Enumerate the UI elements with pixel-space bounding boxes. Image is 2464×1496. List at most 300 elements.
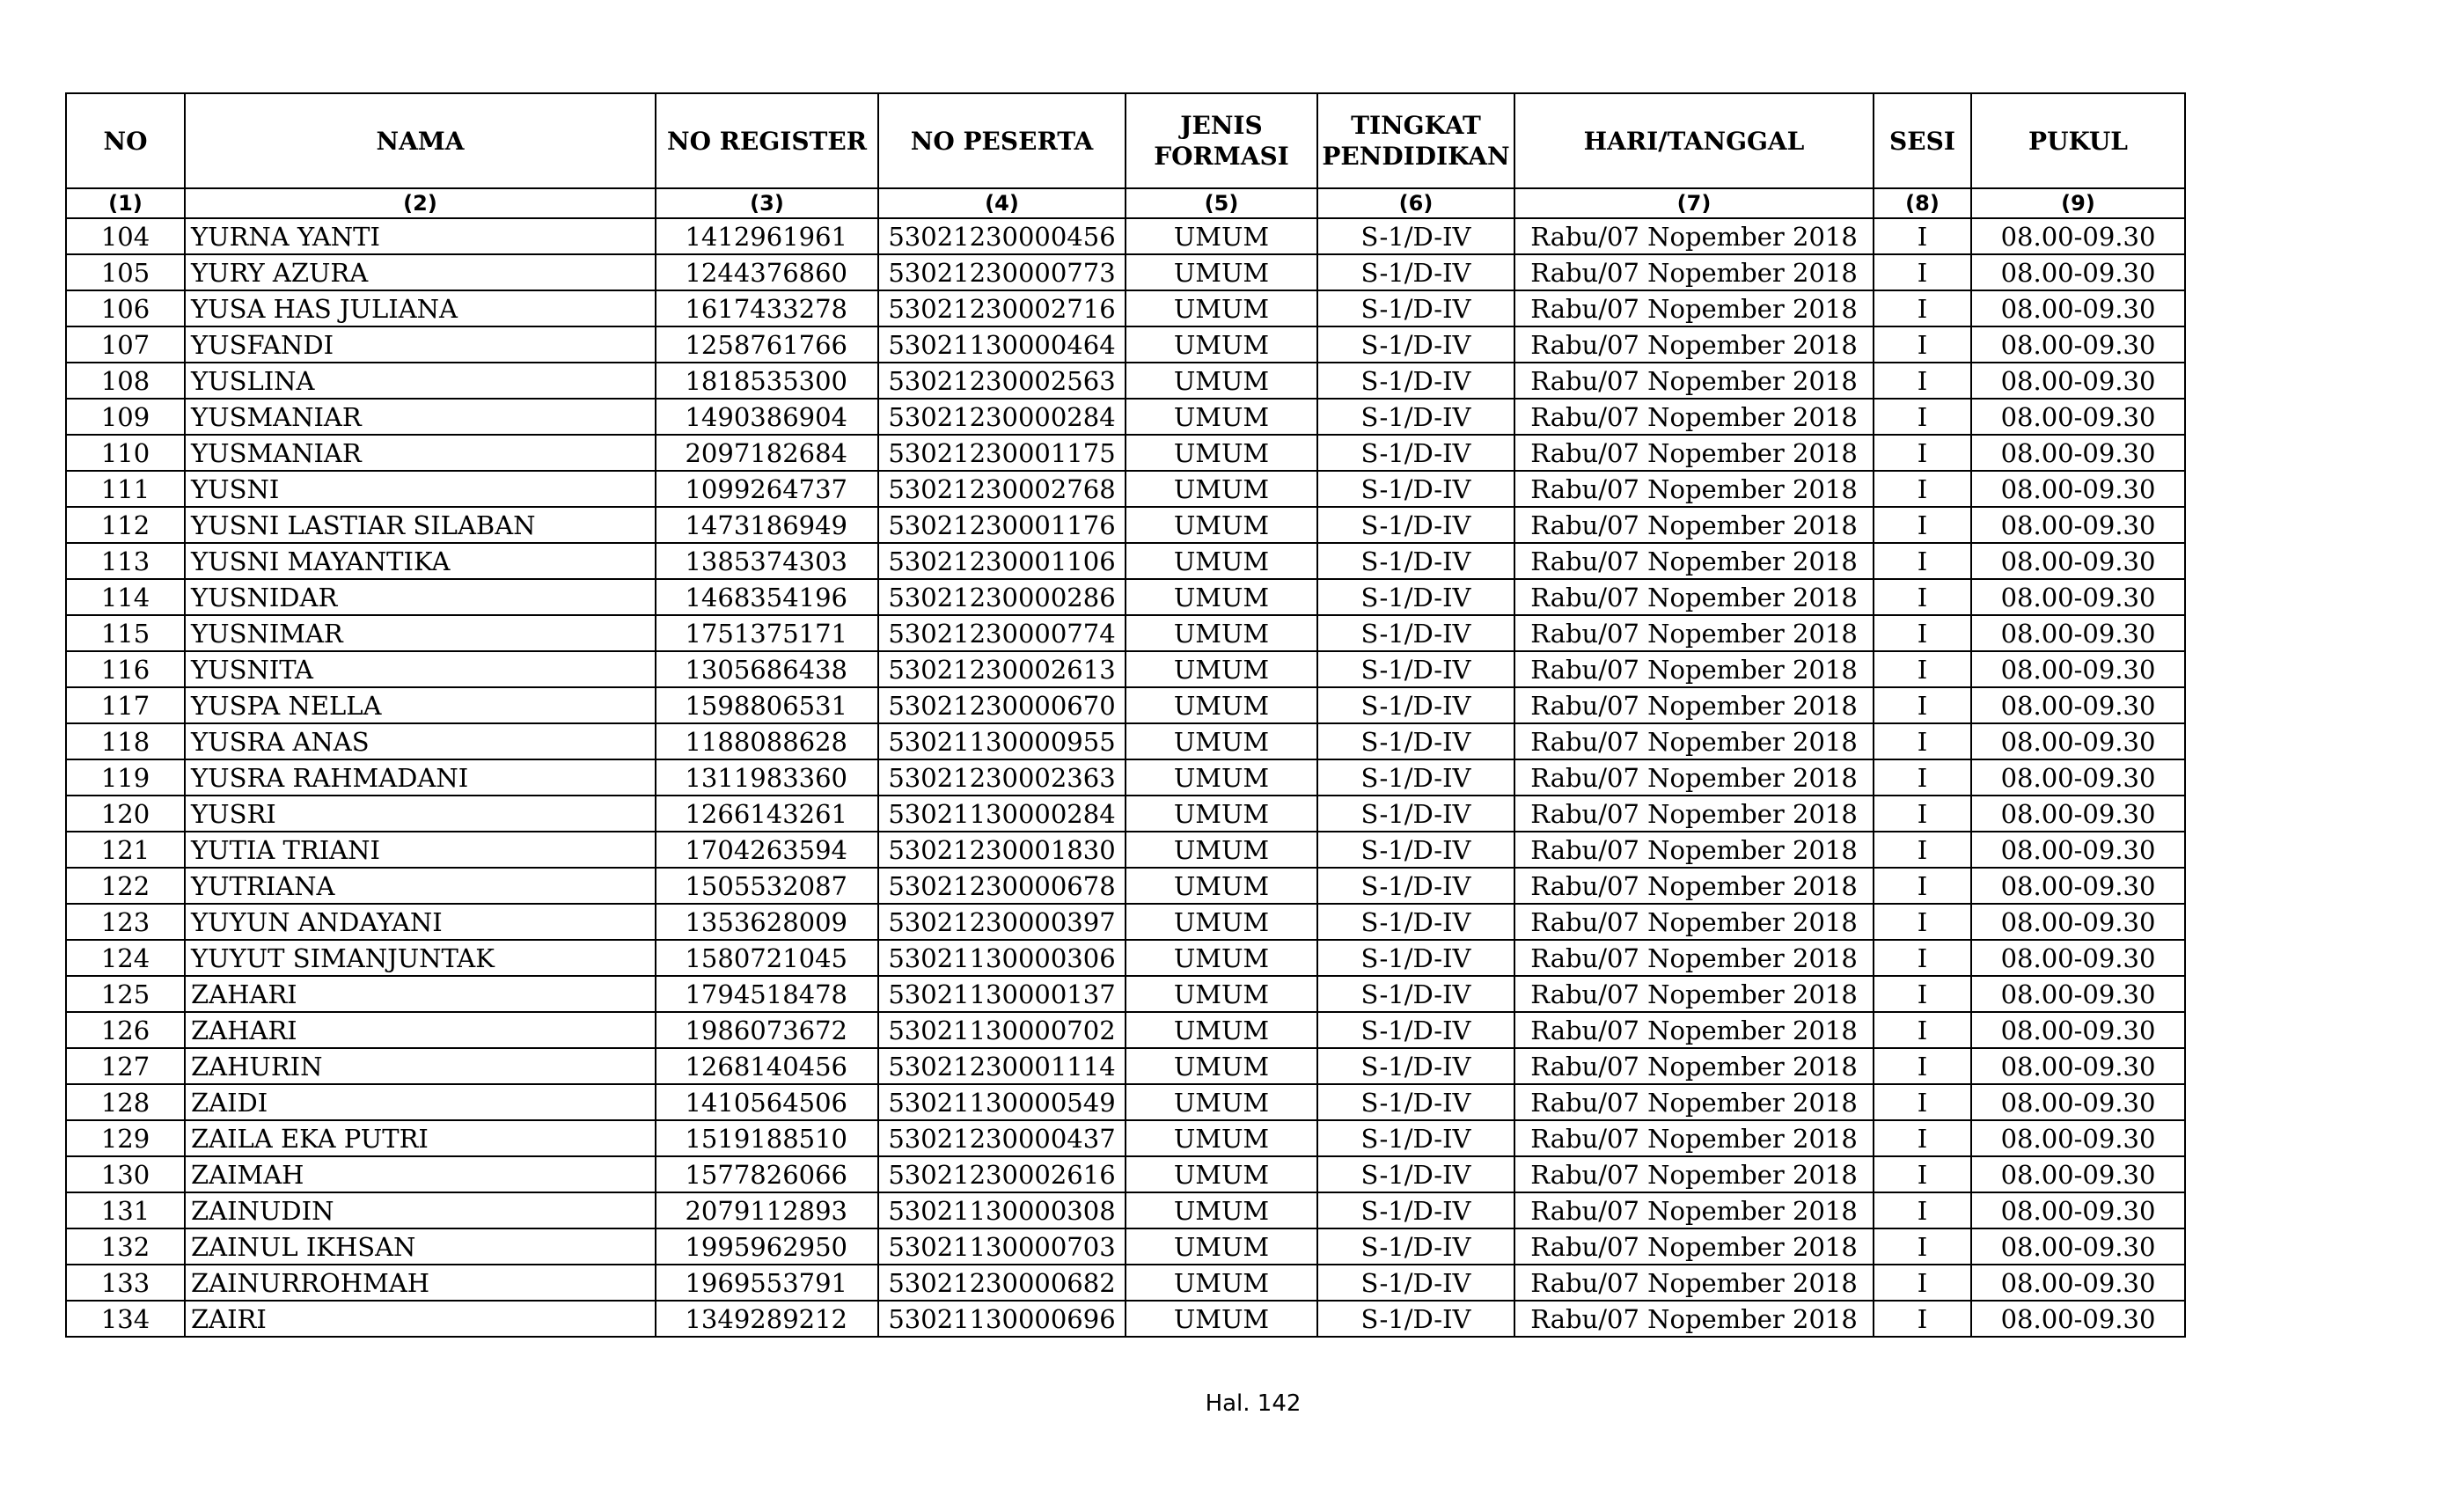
- cell-no-peserta: 53021130000306: [878, 940, 1126, 976]
- cell-tingkat-pendidikan: S-1/D-IV: [1317, 1120, 1514, 1156]
- cell-no-peserta: 53021230001175: [878, 435, 1126, 471]
- cell-pukul: 08.00-09.30: [1971, 940, 2185, 976]
- cell-tingkat-pendidikan: S-1/D-IV: [1317, 940, 1514, 976]
- cell-pukul: 08.00-09.30: [1971, 723, 2185, 759]
- cell-no: 114: [66, 579, 185, 615]
- cell-tingkat-pendidikan: S-1/D-IV: [1317, 218, 1514, 254]
- cell-no-peserta: 53021230000437: [878, 1120, 1126, 1156]
- cell-pukul: 08.00-09.30: [1971, 326, 2185, 363]
- column-number: (5): [1126, 188, 1317, 218]
- cell-hari-tanggal: Rabu/07 Nopember 2018: [1514, 218, 1874, 254]
- cell-no-register: 1258761766: [656, 326, 878, 363]
- cell-nama: YURNA YANTI: [185, 218, 656, 254]
- cell-hari-tanggal: Rabu/07 Nopember 2018: [1514, 1012, 1874, 1048]
- table-row: [66, 904, 2185, 940]
- column-number: (9): [1971, 188, 2185, 218]
- cell-no-peserta: 53021230000678: [878, 868, 1126, 904]
- cell-jenis-formasi: UMUM: [1126, 1048, 1317, 1084]
- cell-sesi: I: [1874, 723, 1971, 759]
- cell-sesi: I: [1874, 651, 1971, 687]
- cell-hari-tanggal: Rabu/07 Nopember 2018: [1514, 471, 1874, 507]
- cell-pukul: 08.00-09.30: [1971, 1265, 2185, 1301]
- cell-jenis-formasi: UMUM: [1126, 471, 1317, 507]
- cell-sesi: I: [1874, 687, 1971, 723]
- cell-no-register: 1188088628: [656, 723, 878, 759]
- cell-no-peserta: 53021130000308: [878, 1192, 1126, 1228]
- cell-sesi: I: [1874, 290, 1971, 326]
- cell-nama: YUSFANDI: [185, 326, 656, 363]
- cell-hari-tanggal: Rabu/07 Nopember 2018: [1514, 868, 1874, 904]
- cell-no-register: 2097182684: [656, 435, 878, 471]
- cell-no-register: 1818535300: [656, 363, 878, 399]
- cell-pukul: 08.00-09.30: [1971, 651, 2185, 687]
- cell-nama: YUSA HAS JULIANA: [185, 290, 656, 326]
- cell-no: 113: [66, 543, 185, 579]
- table-row: [66, 471, 2185, 507]
- cell-pukul: 08.00-09.30: [1971, 254, 2185, 290]
- cell-tingkat-pendidikan: S-1/D-IV: [1317, 1228, 1514, 1265]
- cell-no-register: 1751375171: [656, 615, 878, 651]
- cell-hari-tanggal: Rabu/07 Nopember 2018: [1514, 435, 1874, 471]
- cell-no-register: 1995962950: [656, 1228, 878, 1265]
- cell-pukul: 08.00-09.30: [1971, 1048, 2185, 1084]
- cell-no-register: 1598806531: [656, 687, 878, 723]
- cell-no-register: 1266143261: [656, 796, 878, 832]
- cell-no-peserta: 53021130000464: [878, 326, 1126, 363]
- cell-nama: YUSMANIAR: [185, 435, 656, 471]
- cell-no-peserta: 53021230002613: [878, 651, 1126, 687]
- table-row: [66, 254, 2185, 290]
- cell-pukul: 08.00-09.30: [1971, 796, 2185, 832]
- table-body: [66, 218, 2185, 1337]
- cell-no: 115: [66, 615, 185, 651]
- table-row: [66, 832, 2185, 868]
- cell-tingkat-pendidikan: S-1/D-IV: [1317, 1301, 1514, 1337]
- table-row: [66, 723, 2185, 759]
- cell-no: 104: [66, 218, 185, 254]
- cell-no-register: 1580721045: [656, 940, 878, 976]
- table-row: [66, 1084, 2185, 1120]
- column-number: (8): [1874, 188, 1971, 218]
- cell-no: 119: [66, 759, 185, 796]
- cell-hari-tanggal: Rabu/07 Nopember 2018: [1514, 1156, 1874, 1192]
- cell-sesi: I: [1874, 1192, 1971, 1228]
- cell-pukul: 08.00-09.30: [1971, 218, 2185, 254]
- cell-tingkat-pendidikan: S-1/D-IV: [1317, 1048, 1514, 1084]
- cell-no-peserta: 53021230000774: [878, 615, 1126, 651]
- table-row: [66, 1228, 2185, 1265]
- column-number-row: [66, 188, 2185, 218]
- cell-no: 107: [66, 326, 185, 363]
- cell-no-register: 1969553791: [656, 1265, 878, 1301]
- cell-sesi: I: [1874, 363, 1971, 399]
- cell-hari-tanggal: Rabu/07 Nopember 2018: [1514, 651, 1874, 687]
- cell-no-peserta: 53021230000682: [878, 1265, 1126, 1301]
- cell-jenis-formasi: UMUM: [1126, 254, 1317, 290]
- table-row: [66, 579, 2185, 615]
- cell-sesi: I: [1874, 1012, 1971, 1048]
- cell-no-register: 1353628009: [656, 904, 878, 940]
- table-row: [66, 218, 2185, 254]
- cell-hari-tanggal: Rabu/07 Nopember 2018: [1514, 290, 1874, 326]
- cell-no-peserta: 53021230002616: [878, 1156, 1126, 1192]
- cell-jenis-formasi: UMUM: [1126, 399, 1317, 435]
- cell-no: 131: [66, 1192, 185, 1228]
- cell-no: 111: [66, 471, 185, 507]
- cell-nama: YUSNI LASTIAR SILABAN: [185, 507, 656, 543]
- cell-no-register: 1244376860: [656, 254, 878, 290]
- cell-pukul: 08.00-09.30: [1971, 868, 2185, 904]
- header-row: [66, 93, 2185, 188]
- cell-hari-tanggal: Rabu/07 Nopember 2018: [1514, 759, 1874, 796]
- cell-hari-tanggal: Rabu/07 Nopember 2018: [1514, 363, 1874, 399]
- cell-no-register: 1349289212: [656, 1301, 878, 1337]
- cell-hari-tanggal: Rabu/07 Nopember 2018: [1514, 543, 1874, 579]
- cell-no: 106: [66, 290, 185, 326]
- cell-tingkat-pendidikan: S-1/D-IV: [1317, 868, 1514, 904]
- cell-tingkat-pendidikan: S-1/D-IV: [1317, 290, 1514, 326]
- cell-sesi: I: [1874, 1228, 1971, 1265]
- cell-jenis-formasi: UMUM: [1126, 1228, 1317, 1265]
- table-row: [66, 1265, 2185, 1301]
- cell-hari-tanggal: Rabu/07 Nopember 2018: [1514, 723, 1874, 759]
- table-row: [66, 687, 2185, 723]
- cell-no-register: 1704263594: [656, 832, 878, 868]
- header-no: NO: [66, 93, 185, 188]
- header-jenis-formasi: JENIS FORMASI: [1126, 93, 1317, 188]
- cell-pukul: 08.00-09.30: [1971, 904, 2185, 940]
- cell-tingkat-pendidikan: S-1/D-IV: [1317, 507, 1514, 543]
- cell-pukul: 08.00-09.30: [1971, 363, 2185, 399]
- table-row: [66, 363, 2185, 399]
- cell-jenis-formasi: UMUM: [1126, 759, 1317, 796]
- cell-sesi: I: [1874, 1265, 1971, 1301]
- cell-no-peserta: 53021230002716: [878, 290, 1126, 326]
- cell-no-peserta: 53021230001176: [878, 507, 1126, 543]
- column-number: (2): [185, 188, 656, 218]
- table-row: [66, 940, 2185, 976]
- cell-pukul: 08.00-09.30: [1971, 290, 2185, 326]
- cell-no-peserta: 53021230002768: [878, 471, 1126, 507]
- cell-nama: YUSNITA: [185, 651, 656, 687]
- cell-jenis-formasi: UMUM: [1126, 1265, 1317, 1301]
- cell-sesi: I: [1874, 435, 1971, 471]
- cell-pukul: 08.00-09.30: [1971, 399, 2185, 435]
- cell-nama: YUYUT SIMANJUNTAK: [185, 940, 656, 976]
- header-sesi: SESI: [1874, 93, 1971, 188]
- cell-tingkat-pendidikan: S-1/D-IV: [1317, 832, 1514, 868]
- cell-tingkat-pendidikan: S-1/D-IV: [1317, 471, 1514, 507]
- cell-tingkat-pendidikan: S-1/D-IV: [1317, 615, 1514, 651]
- cell-nama: ZAHARI: [185, 976, 656, 1012]
- cell-no-register: 1268140456: [656, 1048, 878, 1084]
- cell-hari-tanggal: Rabu/07 Nopember 2018: [1514, 254, 1874, 290]
- cell-nama: YUSRA ANAS: [185, 723, 656, 759]
- cell-nama: YUSRA RAHMADANI: [185, 759, 656, 796]
- cell-jenis-formasi: UMUM: [1126, 1120, 1317, 1156]
- cell-tingkat-pendidikan: S-1/D-IV: [1317, 363, 1514, 399]
- cell-no: 108: [66, 363, 185, 399]
- cell-nama: YUSNI MAYANTIKA: [185, 543, 656, 579]
- cell-no: 122: [66, 868, 185, 904]
- cell-tingkat-pendidikan: S-1/D-IV: [1317, 1265, 1514, 1301]
- cell-sesi: I: [1874, 868, 1971, 904]
- cell-no-register: 1490386904: [656, 399, 878, 435]
- cell-jenis-formasi: UMUM: [1126, 904, 1317, 940]
- cell-pukul: 08.00-09.30: [1971, 1301, 2185, 1337]
- cell-sesi: I: [1874, 1084, 1971, 1120]
- table-row: [66, 651, 2185, 687]
- column-number: (7): [1514, 188, 1874, 218]
- cell-pukul: 08.00-09.30: [1971, 471, 2185, 507]
- cell-nama: ZAINUDIN: [185, 1192, 656, 1228]
- header-nama: NAMA: [185, 93, 656, 188]
- cell-sesi: I: [1874, 254, 1971, 290]
- cell-nama: ZAINURROHMAH: [185, 1265, 656, 1301]
- cell-no-register: 2079112893: [656, 1192, 878, 1228]
- cell-hari-tanggal: Rabu/07 Nopember 2018: [1514, 615, 1874, 651]
- cell-jenis-formasi: UMUM: [1126, 326, 1317, 363]
- cell-no: 123: [66, 904, 185, 940]
- cell-nama: ZAHURIN: [185, 1048, 656, 1084]
- cell-tingkat-pendidikan: S-1/D-IV: [1317, 723, 1514, 759]
- cell-no: 110: [66, 435, 185, 471]
- table-row: [66, 1192, 2185, 1228]
- cell-jenis-formasi: UMUM: [1126, 1084, 1317, 1120]
- cell-hari-tanggal: Rabu/07 Nopember 2018: [1514, 579, 1874, 615]
- cell-jenis-formasi: UMUM: [1126, 1012, 1317, 1048]
- cell-sesi: I: [1874, 579, 1971, 615]
- cell-jenis-formasi: UMUM: [1126, 940, 1317, 976]
- cell-no-register: 1385374303: [656, 543, 878, 579]
- cell-hari-tanggal: Rabu/07 Nopember 2018: [1514, 832, 1874, 868]
- cell-nama: ZAILA EKA PUTRI: [185, 1120, 656, 1156]
- cell-hari-tanggal: Rabu/07 Nopember 2018: [1514, 1084, 1874, 1120]
- cell-nama: YUYUN ANDAYANI: [185, 904, 656, 940]
- cell-no: 127: [66, 1048, 185, 1084]
- cell-hari-tanggal: Rabu/07 Nopember 2018: [1514, 1265, 1874, 1301]
- cell-nama: YUSPA NELLA: [185, 687, 656, 723]
- cell-sesi: I: [1874, 976, 1971, 1012]
- cell-nama: YUSMANIAR: [185, 399, 656, 435]
- cell-pukul: 08.00-09.30: [1971, 435, 2185, 471]
- cell-jenis-formasi: UMUM: [1126, 363, 1317, 399]
- cell-pukul: 08.00-09.30: [1971, 543, 2185, 579]
- cell-sesi: I: [1874, 904, 1971, 940]
- cell-no-peserta: 53021130000284: [878, 796, 1126, 832]
- cell-no: 120: [66, 796, 185, 832]
- cell-no-register: 1468354196: [656, 579, 878, 615]
- cell-no-peserta: 53021230000773: [878, 254, 1126, 290]
- cell-pukul: 08.00-09.30: [1971, 1084, 2185, 1120]
- cell-no: 126: [66, 1012, 185, 1048]
- table-row: [66, 1301, 2185, 1337]
- table-row: [66, 796, 2185, 832]
- cell-pukul: 08.00-09.30: [1971, 1156, 2185, 1192]
- cell-pukul: 08.00-09.30: [1971, 1192, 2185, 1228]
- cell-jenis-formasi: UMUM: [1126, 290, 1317, 326]
- cell-tingkat-pendidikan: S-1/D-IV: [1317, 687, 1514, 723]
- cell-sesi: I: [1874, 832, 1971, 868]
- cell-pukul: 08.00-09.30: [1971, 976, 2185, 1012]
- cell-jenis-formasi: UMUM: [1126, 435, 1317, 471]
- cell-no-peserta: 53021230000286: [878, 579, 1126, 615]
- cell-sesi: I: [1874, 796, 1971, 832]
- cell-no-peserta: 53021230001830: [878, 832, 1126, 868]
- cell-jenis-formasi: UMUM: [1126, 1192, 1317, 1228]
- cell-no-peserta: 53021230000670: [878, 687, 1126, 723]
- cell-hari-tanggal: Rabu/07 Nopember 2018: [1514, 940, 1874, 976]
- cell-hari-tanggal: Rabu/07 Nopember 2018: [1514, 399, 1874, 435]
- cell-sesi: I: [1874, 1120, 1971, 1156]
- cell-no-peserta: 53021230000456: [878, 218, 1126, 254]
- cell-sesi: I: [1874, 399, 1971, 435]
- cell-pukul: 08.00-09.30: [1971, 579, 2185, 615]
- cell-no-peserta: 53021230002363: [878, 759, 1126, 796]
- cell-hari-tanggal: Rabu/07 Nopember 2018: [1514, 687, 1874, 723]
- cell-tingkat-pendidikan: S-1/D-IV: [1317, 796, 1514, 832]
- cell-pukul: 08.00-09.30: [1971, 832, 2185, 868]
- cell-sesi: I: [1874, 1301, 1971, 1337]
- cell-no-peserta: 53021130000702: [878, 1012, 1126, 1048]
- table-row: [66, 1048, 2185, 1084]
- header-tingkat-pendidikan: TINGKAT PENDIDIKAN: [1317, 93, 1514, 188]
- cell-hari-tanggal: Rabu/07 Nopember 2018: [1514, 976, 1874, 1012]
- cell-no-peserta: 53021230001114: [878, 1048, 1126, 1084]
- cell-no-peserta: 53021230000397: [878, 904, 1126, 940]
- cell-no: 105: [66, 254, 185, 290]
- cell-nama: ZAIRI: [185, 1301, 656, 1337]
- cell-pukul: 08.00-09.30: [1971, 1228, 2185, 1265]
- cell-jenis-formasi: UMUM: [1126, 723, 1317, 759]
- cell-jenis-formasi: UMUM: [1126, 1156, 1317, 1192]
- cell-jenis-formasi: UMUM: [1126, 651, 1317, 687]
- cell-nama: YUSNIMAR: [185, 615, 656, 651]
- cell-tingkat-pendidikan: S-1/D-IV: [1317, 1156, 1514, 1192]
- cell-tingkat-pendidikan: S-1/D-IV: [1317, 976, 1514, 1012]
- cell-sesi: I: [1874, 218, 1971, 254]
- column-number: (6): [1317, 188, 1514, 218]
- cell-nama: ZAHARI: [185, 1012, 656, 1048]
- cell-jenis-formasi: UMUM: [1126, 543, 1317, 579]
- cell-no-register: 1410564506: [656, 1084, 878, 1120]
- table-row: [66, 868, 2185, 904]
- cell-nama: ZAIMAH: [185, 1156, 656, 1192]
- header-no-peserta: NO PESERTA: [878, 93, 1126, 188]
- cell-no-register: 1577826066: [656, 1156, 878, 1192]
- cell-jenis-formasi: UMUM: [1126, 579, 1317, 615]
- cell-no-register: 1986073672: [656, 1012, 878, 1048]
- cell-sesi: I: [1874, 543, 1971, 579]
- cell-nama: ZAIDI: [185, 1084, 656, 1120]
- table-row: [66, 759, 2185, 796]
- cell-jenis-formasi: UMUM: [1126, 615, 1317, 651]
- cell-nama: YUSLINA: [185, 363, 656, 399]
- cell-no: 118: [66, 723, 185, 759]
- cell-no: 128: [66, 1084, 185, 1120]
- cell-no-peserta: 53021130000137: [878, 976, 1126, 1012]
- cell-no-register: 1794518478: [656, 976, 878, 1012]
- cell-no: 132: [66, 1228, 185, 1265]
- header-hari-tanggal: HARI/TANGGAL: [1514, 93, 1874, 188]
- cell-sesi: I: [1874, 615, 1971, 651]
- cell-jenis-formasi: UMUM: [1126, 832, 1317, 868]
- cell-no-register: 1099264737: [656, 471, 878, 507]
- cell-tingkat-pendidikan: S-1/D-IV: [1317, 1012, 1514, 1048]
- table-row: [66, 326, 2185, 363]
- cell-no-peserta: 53021130000549: [878, 1084, 1126, 1120]
- cell-nama: YUTRIANA: [185, 868, 656, 904]
- participant-table: [65, 92, 2186, 1338]
- cell-tingkat-pendidikan: S-1/D-IV: [1317, 759, 1514, 796]
- cell-jenis-formasi: UMUM: [1126, 507, 1317, 543]
- column-number: (4): [878, 188, 1126, 218]
- cell-tingkat-pendidikan: S-1/D-IV: [1317, 651, 1514, 687]
- cell-tingkat-pendidikan: S-1/D-IV: [1317, 1084, 1514, 1120]
- cell-tingkat-pendidikan: S-1/D-IV: [1317, 326, 1514, 363]
- cell-no: 109: [66, 399, 185, 435]
- cell-no-register: 1473186949: [656, 507, 878, 543]
- column-number: (3): [656, 188, 878, 218]
- cell-no-peserta: 53021230000284: [878, 399, 1126, 435]
- cell-tingkat-pendidikan: S-1/D-IV: [1317, 254, 1514, 290]
- cell-nama: YURY AZURA: [185, 254, 656, 290]
- table-row: [66, 1012, 2185, 1048]
- cell-nama: YUSRI: [185, 796, 656, 832]
- cell-jenis-formasi: UMUM: [1126, 868, 1317, 904]
- cell-pukul: 08.00-09.30: [1971, 687, 2185, 723]
- cell-pukul: 08.00-09.30: [1971, 759, 2185, 796]
- cell-tingkat-pendidikan: S-1/D-IV: [1317, 1192, 1514, 1228]
- table-row: [66, 435, 2185, 471]
- cell-sesi: I: [1874, 507, 1971, 543]
- cell-no: 116: [66, 651, 185, 687]
- cell-hari-tanggal: Rabu/07 Nopember 2018: [1514, 1301, 1874, 1337]
- cell-no-register: 1412961961: [656, 218, 878, 254]
- cell-sesi: I: [1874, 326, 1971, 363]
- cell-sesi: I: [1874, 759, 1971, 796]
- table-row: [66, 290, 2185, 326]
- cell-no: 130: [66, 1156, 185, 1192]
- column-number: (1): [66, 188, 185, 218]
- table-row: [66, 543, 2185, 579]
- cell-no-peserta: 53021230002563: [878, 363, 1126, 399]
- table-row: [66, 615, 2185, 651]
- cell-nama: YUTIA TRIANI: [185, 832, 656, 868]
- table-row: [66, 976, 2185, 1012]
- cell-tingkat-pendidikan: S-1/D-IV: [1317, 543, 1514, 579]
- cell-jenis-formasi: UMUM: [1126, 976, 1317, 1012]
- cell-no-register: 1617433278: [656, 290, 878, 326]
- cell-no-peserta: 53021130000955: [878, 723, 1126, 759]
- cell-hari-tanggal: Rabu/07 Nopember 2018: [1514, 507, 1874, 543]
- cell-sesi: I: [1874, 940, 1971, 976]
- cell-pukul: 08.00-09.30: [1971, 1120, 2185, 1156]
- cell-jenis-formasi: UMUM: [1126, 218, 1317, 254]
- cell-no: 133: [66, 1265, 185, 1301]
- cell-sesi: I: [1874, 1156, 1971, 1192]
- cell-nama: ZAINUL IKHSAN: [185, 1228, 656, 1265]
- cell-jenis-formasi: UMUM: [1126, 1301, 1317, 1337]
- cell-no: 125: [66, 976, 185, 1012]
- cell-tingkat-pendidikan: S-1/D-IV: [1317, 904, 1514, 940]
- table-row: [66, 1120, 2185, 1156]
- cell-hari-tanggal: Rabu/07 Nopember 2018: [1514, 1048, 1874, 1084]
- cell-tingkat-pendidikan: S-1/D-IV: [1317, 579, 1514, 615]
- cell-nama: YUSNIDAR: [185, 579, 656, 615]
- cell-jenis-formasi: UMUM: [1126, 796, 1317, 832]
- table-row: [66, 507, 2185, 543]
